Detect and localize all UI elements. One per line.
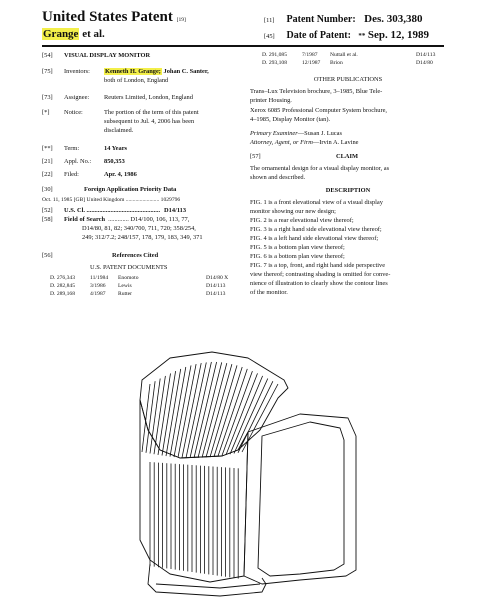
filed-field	[42, 171, 137, 179]
description-line: FIG. 6 is a bottom plan view thereof;	[250, 253, 345, 260]
usdoc-class: D14/113	[206, 291, 226, 297]
claim-line2: shown and described.	[250, 174, 306, 181]
stand-base-ridge	[156, 584, 260, 588]
description-line: FIG. 5 is a bottom plan view thereof;	[250, 244, 345, 251]
right-doc-date: 7/1987	[302, 52, 318, 58]
right-doc-name: Nuttall et al.	[330, 52, 358, 58]
usdoc-num: D. 282,845	[50, 283, 76, 289]
right-doc-num: D. 291,085	[262, 52, 288, 58]
patent-title	[42, 9, 186, 26]
patent-number-label: Patent Number:	[286, 14, 356, 25]
description-line: FIG. 1 is a front elevational view of a visual display	[250, 199, 383, 206]
usdoc-row	[50, 283, 246, 290]
patent-date: Sep. 12, 1989	[367, 29, 430, 41]
vent-rib	[166, 369, 181, 456]
usdoc-date: 4/1987	[90, 291, 106, 297]
notice-label: Notice:	[64, 109, 83, 116]
description-line: FIG. 7 is a top, front, and right hand side perspective	[250, 262, 386, 269]
notice-line2: subsequent to Jul. 4, 2006 has been	[104, 118, 195, 125]
field-line3: 249; 312/7.2; 248/157, 178, 179, 183, 349, 371	[82, 234, 203, 241]
examiner-value: —Susan J. Lucas	[297, 130, 342, 137]
monitor-drawing	[0, 340, 487, 600]
usdoc-name: Lewis	[118, 283, 132, 289]
usdoc-name: Enomoto	[118, 275, 139, 281]
vent-rib	[190, 362, 211, 458]
right-doc-class: D14/80	[416, 60, 433, 66]
usdoc-num: D. 276,343	[50, 275, 76, 281]
claim-title: CLAIM	[336, 153, 359, 160]
vent-rib	[182, 363, 201, 458]
other-pubs-heading: OTHER PUBLICATIONS	[313, 76, 383, 83]
refs-heading	[42, 252, 158, 260]
priority-ref: [30]	[42, 186, 53, 193]
title-field-ref: [54]	[42, 52, 53, 59]
title-ref: [19]	[176, 17, 186, 23]
refs-title: References Cited	[112, 252, 159, 259]
attorney-label: Attorney, Agent, or Firm	[250, 139, 313, 146]
usdoc-num: D. 289,168	[50, 291, 76, 297]
date-ref: [45]	[264, 33, 275, 40]
usdoc-row	[50, 275, 246, 282]
patent-number-line	[264, 13, 423, 25]
assignee-ref: [73]	[42, 94, 53, 101]
claim-heading	[250, 153, 446, 161]
uscl-value: D14/113	[164, 207, 187, 214]
term-field	[42, 145, 127, 153]
inventor-short-highlight: Grange	[43, 28, 79, 40]
description-line: FIG. 3 is a right hand side elevational view thereof;	[250, 226, 382, 233]
right-doc-class: D14/113	[416, 52, 436, 58]
front-bezel	[244, 414, 356, 584]
term-value: 14 Years	[104, 145, 128, 152]
priority-line: Oct. 11, 1985 [GB] United Kingdom ........................ 1029796	[42, 197, 181, 203]
stand-base	[148, 564, 266, 596]
appl-label: Appl. No.:	[64, 158, 92, 165]
notice-ref: [*]	[42, 109, 50, 116]
inventors-line2: both of London, England	[104, 77, 169, 84]
notice-line1: The portion of the term of this patent	[104, 109, 199, 116]
patent-number-ref: [11]	[264, 17, 275, 24]
field-line2: D14/80, 81, 82; 340/700, 711, 720; 358/254,	[82, 225, 196, 232]
field-line1: ............. D14/100, 106, 113, 77,	[108, 216, 190, 223]
right-doc-row	[262, 52, 435, 59]
usdoc-name: Rutter	[118, 291, 132, 297]
appl-field	[42, 158, 125, 166]
term-label: Term:	[64, 145, 80, 152]
vent-rib	[142, 384, 150, 452]
description-line: of the monitor.	[250, 289, 288, 296]
pub2-line2: 4–1985, Display Monitor (tan).	[250, 116, 331, 123]
description-line: monitor showing our new design;	[250, 208, 336, 215]
appl-ref: [21]	[42, 158, 53, 165]
header-rule	[42, 45, 444, 47]
term-ref: [**]	[42, 145, 53, 152]
attorney-line	[250, 139, 359, 147]
description-heading: DESCRIPTION	[325, 187, 371, 194]
claim-ref: [57]	[250, 153, 261, 160]
description-line: FIG. 4 is a left hand side elevational view thereof;	[250, 235, 379, 242]
inventors-ref: [75]	[42, 68, 53, 75]
assignee-label: Assignee:	[64, 94, 90, 101]
description-line: view thereof; contrasting shading is omitted for conve-	[250, 271, 391, 278]
title-field	[42, 52, 150, 60]
right-doc-num: D. 293,108	[262, 60, 288, 66]
date-label: Date of Patent:	[286, 30, 351, 41]
notice-field	[42, 109, 199, 117]
title-field-value: VISUAL DISPLAY MONITOR	[64, 52, 151, 59]
description-line: FIG. 2 is a rear elevational view thereof;	[250, 217, 354, 224]
vent-rib	[174, 365, 191, 457]
vent-rib	[170, 367, 186, 457]
priority-title: Foreign Application Priority Data	[84, 186, 177, 193]
right-doc-date: 12/1987	[302, 60, 321, 66]
left-column	[42, 52, 242, 322]
filed-value: Apr. 4, 1986	[104, 171, 137, 178]
assignee-field	[42, 94, 193, 102]
right-column	[250, 52, 446, 342]
filed-ref: [22]	[42, 171, 53, 178]
pub1-line1: Trans–Lux Television brochure, 3–1985, Blue Tele-	[250, 88, 383, 95]
usdoc-class: D14/80 X	[206, 275, 229, 281]
patent-title-text: United States Patent	[42, 9, 173, 25]
vent-rib	[146, 381, 155, 453]
appl-value: 850,353	[104, 158, 125, 165]
examiner-line	[250, 130, 342, 138]
field-of-search	[42, 216, 189, 224]
inventors-field	[42, 68, 209, 76]
date-line	[264, 29, 429, 41]
notice-line3: disclaimed.	[104, 127, 134, 134]
inventor-suffix: et al.	[79, 28, 105, 40]
priority-heading	[42, 186, 176, 194]
usdocs-heading: U.S. PATENT DOCUMENTS	[90, 264, 168, 271]
field-ref: [58]	[42, 216, 53, 223]
uscl-ref: [52]	[42, 207, 53, 214]
screen-face	[258, 422, 344, 576]
inventor-heading	[42, 28, 105, 40]
attorney-value: —Irvin A. Lavine	[312, 139, 359, 146]
usdoc-date: 3/1986	[90, 283, 106, 289]
usdoc-date: 11/1984	[90, 275, 109, 281]
pub1-line2: printer Housing.	[250, 97, 292, 104]
right-doc-row	[262, 60, 433, 67]
inventor-name-rest: Johan C. Santer,	[161, 68, 209, 75]
examiner-label: Primary Examiner	[250, 130, 298, 137]
inventors-label: Inventors:	[64, 68, 90, 75]
field-label: Field of Search	[64, 216, 106, 223]
uscl-field	[42, 207, 186, 215]
inventor-name-highlight: Kenneth H. Grange;	[105, 68, 161, 75]
assignee-value: Reuters Limited, London, England	[104, 94, 193, 101]
right-doc-name: Brion	[330, 60, 343, 66]
uscl-label: U.S. Cl. ..............................................	[64, 207, 161, 214]
description-line: nience of illustration to clearly show the contour lines	[250, 280, 388, 287]
claim-line1: The ornamental design for a visual display monitor, as	[250, 165, 390, 172]
refs-ref: [56]	[42, 252, 53, 259]
filed-label: Filed:	[64, 171, 79, 178]
patent-number: Des. 303,380	[364, 13, 423, 25]
pub2-line1: Xerox 6085 Professional Computer System brochure,	[250, 107, 388, 114]
date-stars: **	[358, 32, 366, 40]
patent-header	[0, 0, 487, 48]
usdoc-class: D14/113	[206, 283, 226, 289]
usdoc-row	[50, 291, 246, 298]
